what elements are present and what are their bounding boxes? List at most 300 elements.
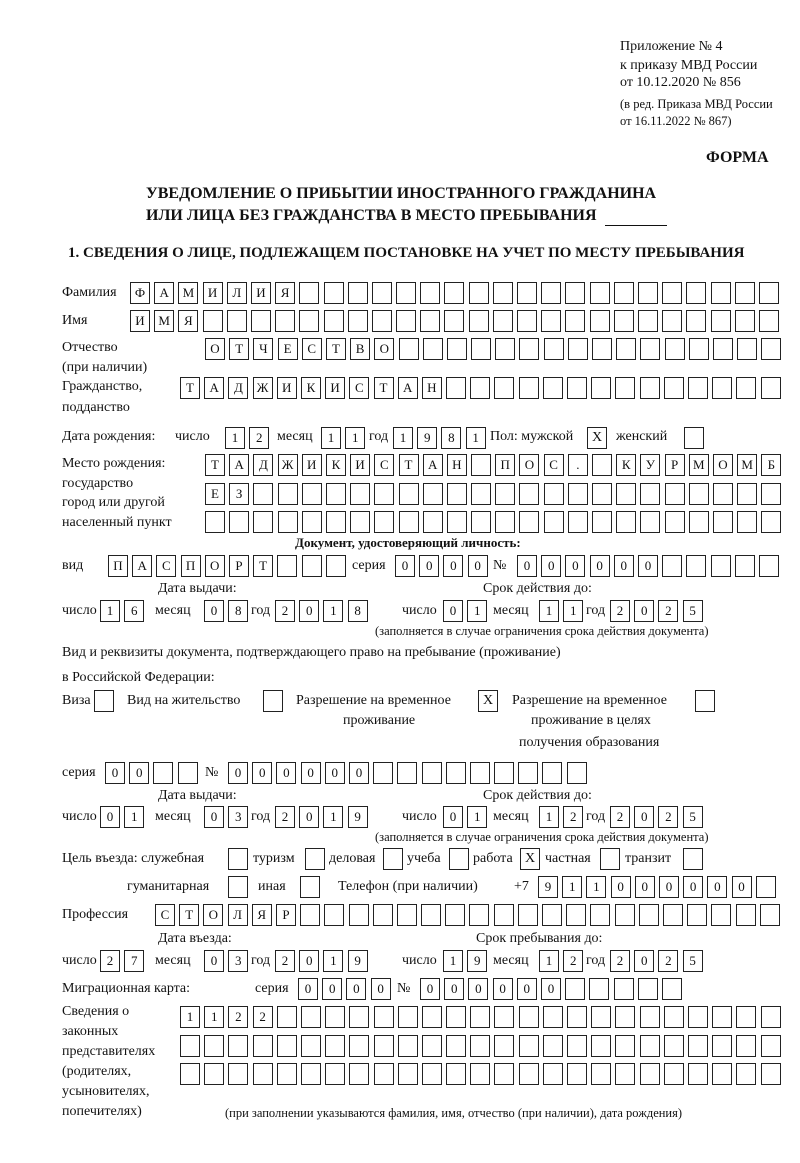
char-cell[interactable] [422, 1006, 442, 1028]
char-cell[interactable] [374, 1063, 394, 1085]
profession-field[interactable] [155, 904, 784, 926]
char-cell[interactable] [204, 1063, 224, 1085]
char-cell[interactable] [686, 310, 706, 332]
birth-day-field[interactable] [225, 427, 273, 449]
residence-permit-checkbox[interactable] [263, 690, 283, 712]
char-cell[interactable] [711, 904, 731, 926]
char-cell[interactable]: 0 [301, 762, 321, 784]
stay-series-field[interactable] [105, 762, 202, 784]
char-cell[interactable] [662, 310, 682, 332]
char-cell[interactable] [277, 555, 297, 577]
char-cell[interactable] [761, 338, 781, 360]
char-cell[interactable] [275, 310, 295, 332]
char-cell[interactable]: 2 [658, 950, 678, 972]
char-cell[interactable] [712, 1006, 732, 1028]
char-cell[interactable] [756, 876, 776, 898]
char-cell[interactable] [761, 483, 781, 505]
stay-year-field[interactable] [610, 950, 707, 972]
char-cell[interactable]: 0 [517, 978, 537, 1000]
char-cell[interactable]: 1 [586, 876, 606, 898]
citizenship-field[interactable] [180, 377, 785, 399]
char-cell[interactable] [590, 282, 610, 304]
char-cell[interactable] [153, 762, 173, 784]
char-cell[interactable] [399, 338, 419, 360]
char-cell[interactable] [205, 511, 225, 533]
char-cell[interactable] [542, 762, 562, 784]
char-cell[interactable]: Л [228, 904, 248, 926]
char-cell[interactable] [495, 483, 515, 505]
char-cell[interactable]: 0 [298, 978, 318, 1000]
char-cell[interactable] [688, 377, 708, 399]
char-cell[interactable] [253, 1063, 273, 1085]
char-cell[interactable] [278, 511, 298, 533]
char-cell[interactable] [592, 511, 612, 533]
char-cell[interactable] [299, 282, 319, 304]
char-cell[interactable] [664, 1063, 684, 1085]
char-cell[interactable] [640, 338, 660, 360]
char-cell[interactable]: 0 [204, 806, 224, 828]
stay-issue-day-field[interactable] [100, 806, 148, 828]
purpose-private-checkbox[interactable] [600, 848, 620, 870]
char-cell[interactable] [761, 1035, 781, 1057]
char-cell[interactable] [591, 1063, 611, 1085]
char-cell[interactable] [737, 511, 757, 533]
char-cell[interactable] [736, 377, 756, 399]
char-cell[interactable] [543, 1006, 563, 1028]
char-cell[interactable] [544, 483, 564, 505]
char-cell[interactable] [592, 454, 612, 476]
char-cell[interactable] [736, 1035, 756, 1057]
char-cell[interactable] [592, 483, 612, 505]
surname-field[interactable] [130, 282, 783, 304]
char-cell[interactable] [422, 1035, 442, 1057]
char-cell[interactable]: 1 [323, 806, 343, 828]
stay-number-field[interactable] [228, 762, 591, 784]
char-cell[interactable]: 2 [228, 1006, 248, 1028]
char-cell[interactable] [349, 1006, 369, 1028]
purpose-work-checkbox[interactable]: X [520, 848, 540, 870]
visa-checkbox[interactable] [94, 690, 114, 712]
char-cell[interactable] [517, 310, 537, 332]
char-cell[interactable]: 0 [683, 876, 703, 898]
char-cell[interactable] [447, 483, 467, 505]
char-cell[interactable] [350, 483, 370, 505]
id-doc-number-field[interactable] [517, 555, 783, 577]
char-cell[interactable]: И [302, 454, 322, 476]
char-cell[interactable]: 1 [323, 600, 343, 622]
char-cell[interactable]: О [374, 338, 394, 360]
char-cell[interactable]: 0 [659, 876, 679, 898]
char-cell[interactable] [761, 511, 781, 533]
char-cell[interactable] [494, 377, 514, 399]
char-cell[interactable] [737, 338, 757, 360]
char-cell[interactable] [662, 978, 682, 1000]
char-cell[interactable] [664, 377, 684, 399]
char-cell[interactable]: 2 [253, 1006, 273, 1028]
char-cell[interactable]: М [737, 454, 757, 476]
char-cell[interactable] [518, 904, 538, 926]
char-cell[interactable] [519, 483, 539, 505]
char-cell[interactable] [180, 1035, 200, 1057]
char-cell[interactable] [470, 377, 490, 399]
char-cell[interactable] [737, 483, 757, 505]
char-cell[interactable]: 5 [683, 600, 703, 622]
char-cell[interactable] [374, 483, 394, 505]
char-cell[interactable] [302, 555, 322, 577]
char-cell[interactable]: И [325, 377, 345, 399]
char-cell[interactable] [614, 282, 634, 304]
char-cell[interactable] [399, 483, 419, 505]
temp-residence-checkbox[interactable]: X [478, 690, 498, 712]
birth-year-field[interactable] [393, 427, 490, 449]
char-cell[interactable] [299, 310, 319, 332]
char-cell[interactable]: 0 [299, 806, 319, 828]
char-cell[interactable] [639, 904, 659, 926]
char-cell[interactable] [519, 377, 539, 399]
title-blank-line[interactable] [605, 209, 667, 226]
char-cell[interactable]: А [204, 377, 224, 399]
char-cell[interactable] [447, 511, 467, 533]
char-cell[interactable] [687, 904, 707, 926]
char-cell[interactable] [180, 1063, 200, 1085]
char-cell[interactable]: 1 [539, 806, 559, 828]
char-cell[interactable]: 0 [541, 978, 561, 1000]
id-issue-month-field[interactable] [204, 600, 252, 622]
char-cell[interactable]: М [178, 282, 198, 304]
char-cell[interactable] [662, 282, 682, 304]
char-cell[interactable]: 1 [225, 427, 245, 449]
char-cell[interactable]: 5 [683, 806, 703, 828]
char-cell[interactable]: Ч [253, 338, 273, 360]
char-cell[interactable]: 2 [563, 806, 583, 828]
char-cell[interactable] [519, 1006, 539, 1028]
char-cell[interactable] [423, 511, 443, 533]
char-cell[interactable] [349, 1063, 369, 1085]
char-cell[interactable] [494, 762, 514, 784]
char-cell[interactable] [712, 1063, 732, 1085]
char-cell[interactable]: 9 [538, 876, 558, 898]
char-cell[interactable]: 0 [276, 762, 296, 784]
char-cell[interactable]: И [203, 282, 223, 304]
char-cell[interactable]: К [301, 377, 321, 399]
purpose-humanitarian-checkbox[interactable] [228, 876, 248, 898]
char-cell[interactable] [640, 483, 660, 505]
char-cell[interactable] [712, 1035, 732, 1057]
char-cell[interactable]: Ж [278, 454, 298, 476]
char-cell[interactable]: 0 [565, 555, 585, 577]
char-cell[interactable]: А [398, 377, 418, 399]
char-cell[interactable] [736, 904, 756, 926]
char-cell[interactable]: 3 [228, 950, 248, 972]
stay-valid-year-field[interactable] [610, 806, 707, 828]
char-cell[interactable] [203, 310, 223, 332]
char-cell[interactable] [325, 1006, 345, 1028]
char-cell[interactable]: И [350, 454, 370, 476]
char-cell[interactable]: С [302, 338, 322, 360]
char-cell[interactable] [567, 1063, 587, 1085]
char-cell[interactable] [446, 1063, 466, 1085]
char-cell[interactable] [591, 1035, 611, 1057]
char-cell[interactable] [615, 904, 635, 926]
char-cell[interactable]: 0 [204, 600, 224, 622]
char-cell[interactable]: Я [178, 310, 198, 332]
char-cell[interactable]: 0 [325, 762, 345, 784]
char-cell[interactable] [664, 1035, 684, 1057]
char-cell[interactable] [324, 282, 344, 304]
char-cell[interactable] [544, 511, 564, 533]
id-valid-month-field[interactable] [539, 600, 587, 622]
char-cell[interactable]: 0 [228, 762, 248, 784]
birthplace-field-line2[interactable] [205, 483, 786, 505]
char-cell[interactable] [640, 1035, 660, 1057]
char-cell[interactable]: Р [665, 454, 685, 476]
char-cell[interactable] [686, 282, 706, 304]
representatives-field-line1[interactable] [180, 1006, 785, 1028]
id-valid-day-field[interactable] [443, 600, 491, 622]
char-cell[interactable] [397, 904, 417, 926]
char-cell[interactable] [519, 338, 539, 360]
entry-month-field[interactable] [204, 950, 252, 972]
char-cell[interactable] [350, 511, 370, 533]
char-cell[interactable]: 2 [658, 806, 678, 828]
entry-day-field[interactable] [100, 950, 148, 972]
char-cell[interactable] [518, 762, 538, 784]
char-cell[interactable] [614, 978, 634, 1000]
char-cell[interactable]: Т [180, 377, 200, 399]
char-cell[interactable]: 0 [371, 978, 391, 1000]
char-cell[interactable]: 0 [443, 555, 463, 577]
representatives-field-line3[interactable] [180, 1063, 785, 1085]
char-cell[interactable]: Т [205, 454, 225, 476]
char-cell[interactable] [568, 511, 588, 533]
char-cell[interactable] [422, 762, 442, 784]
char-cell[interactable] [592, 338, 612, 360]
char-cell[interactable] [494, 1035, 514, 1057]
char-cell[interactable]: 0 [638, 555, 658, 577]
char-cell[interactable] [638, 282, 658, 304]
char-cell[interactable] [470, 762, 490, 784]
char-cell[interactable]: 2 [658, 600, 678, 622]
char-cell[interactable] [759, 555, 779, 577]
char-cell[interactable] [324, 904, 344, 926]
char-cell[interactable] [590, 904, 610, 926]
sex-male-checkbox[interactable]: X [587, 427, 607, 449]
char-cell[interactable] [713, 511, 733, 533]
char-cell[interactable]: М [154, 310, 174, 332]
char-cell[interactable] [665, 483, 685, 505]
char-cell[interactable] [444, 282, 464, 304]
char-cell[interactable] [713, 338, 733, 360]
char-cell[interactable] [494, 1063, 514, 1085]
char-cell[interactable]: 0 [322, 978, 342, 1000]
char-cell[interactable]: 1 [323, 950, 343, 972]
char-cell[interactable]: 1 [124, 806, 144, 828]
char-cell[interactable] [519, 1035, 539, 1057]
char-cell[interactable] [638, 978, 658, 1000]
char-cell[interactable] [326, 511, 346, 533]
char-cell[interactable] [423, 338, 443, 360]
char-cell[interactable] [689, 483, 709, 505]
char-cell[interactable]: 9 [467, 950, 487, 972]
char-cell[interactable]: 0 [468, 978, 488, 1000]
char-cell[interactable] [759, 310, 779, 332]
char-cell[interactable] [277, 1035, 297, 1057]
char-cell[interactable] [373, 904, 393, 926]
char-cell[interactable] [761, 1006, 781, 1028]
char-cell[interactable] [711, 310, 731, 332]
char-cell[interactable]: И [251, 282, 271, 304]
char-cell[interactable] [396, 282, 416, 304]
char-cell[interactable]: 0 [395, 555, 415, 577]
char-cell[interactable] [493, 282, 513, 304]
char-cell[interactable] [493, 310, 513, 332]
char-cell[interactable] [325, 1063, 345, 1085]
char-cell[interactable] [469, 282, 489, 304]
char-cell[interactable] [759, 282, 779, 304]
char-cell[interactable]: 0 [541, 555, 561, 577]
char-cell[interactable]: П [108, 555, 128, 577]
char-cell[interactable]: 7 [124, 950, 144, 972]
char-cell[interactable]: 0 [517, 555, 537, 577]
char-cell[interactable] [543, 377, 563, 399]
char-cell[interactable] [567, 377, 587, 399]
char-cell[interactable] [445, 904, 465, 926]
char-cell[interactable]: С [544, 454, 564, 476]
char-cell[interactable]: Б [761, 454, 781, 476]
char-cell[interactable] [470, 1035, 490, 1057]
char-cell[interactable] [446, 1035, 466, 1057]
char-cell[interactable] [228, 1035, 248, 1057]
char-cell[interactable]: К [616, 454, 636, 476]
char-cell[interactable]: 0 [614, 555, 634, 577]
char-cell[interactable]: 0 [346, 978, 366, 1000]
birthplace-field-line1[interactable] [205, 454, 786, 476]
char-cell[interactable] [228, 1063, 248, 1085]
char-cell[interactable]: 0 [204, 950, 224, 972]
char-cell[interactable]: 1 [467, 600, 487, 622]
birth-month-field[interactable] [321, 427, 369, 449]
char-cell[interactable] [544, 338, 564, 360]
char-cell[interactable] [664, 1006, 684, 1028]
char-cell[interactable] [471, 338, 491, 360]
char-cell[interactable] [446, 762, 466, 784]
char-cell[interactable] [470, 1063, 490, 1085]
char-cell[interactable] [565, 282, 585, 304]
char-cell[interactable]: О [713, 454, 733, 476]
char-cell[interactable]: А [132, 555, 152, 577]
char-cell[interactable]: С [374, 454, 394, 476]
char-cell[interactable] [640, 377, 660, 399]
char-cell[interactable] [565, 978, 585, 1000]
char-cell[interactable]: Т [399, 454, 419, 476]
char-cell[interactable] [615, 1006, 635, 1028]
char-cell[interactable] [665, 338, 685, 360]
char-cell[interactable]: 0 [634, 600, 654, 622]
char-cell[interactable]: 9 [348, 950, 368, 972]
char-cell[interactable] [616, 483, 636, 505]
char-cell[interactable] [253, 1035, 273, 1057]
char-cell[interactable] [325, 1035, 345, 1057]
char-cell[interactable] [735, 555, 755, 577]
char-cell[interactable]: 2 [563, 950, 583, 972]
char-cell[interactable]: Т [374, 377, 394, 399]
char-cell[interactable] [372, 282, 392, 304]
char-cell[interactable]: 0 [443, 600, 463, 622]
char-cell[interactable] [421, 904, 441, 926]
char-cell[interactable] [663, 904, 683, 926]
char-cell[interactable]: Ж [253, 377, 273, 399]
edu-residence-checkbox[interactable] [695, 690, 715, 712]
char-cell[interactable]: 2 [275, 806, 295, 828]
char-cell[interactable]: 5 [683, 950, 703, 972]
char-cell[interactable] [204, 1035, 224, 1057]
char-cell[interactable]: Н [422, 377, 442, 399]
char-cell[interactable]: 0 [105, 762, 125, 784]
char-cell[interactable]: 1 [345, 427, 365, 449]
char-cell[interactable]: С [155, 904, 175, 926]
char-cell[interactable] [615, 1063, 635, 1085]
char-cell[interactable]: 0 [299, 950, 319, 972]
char-cell[interactable] [615, 1035, 635, 1057]
char-cell[interactable] [712, 377, 732, 399]
char-cell[interactable]: Е [205, 483, 225, 505]
purpose-transit-checkbox[interactable] [683, 848, 703, 870]
purpose-business-checkbox[interactable] [383, 848, 403, 870]
id-doc-type-field[interactable] [108, 555, 350, 577]
char-cell[interactable]: С [156, 555, 176, 577]
stay-issue-year-field[interactable] [275, 806, 372, 828]
char-cell[interactable]: 0 [100, 806, 120, 828]
sex-female-checkbox[interactable] [684, 427, 704, 449]
char-cell[interactable] [689, 511, 709, 533]
char-cell[interactable]: 1 [539, 950, 559, 972]
char-cell[interactable]: 1 [466, 427, 486, 449]
char-cell[interactable] [565, 310, 585, 332]
char-cell[interactable] [372, 310, 392, 332]
char-cell[interactable]: 1 [393, 427, 413, 449]
char-cell[interactable]: 0 [707, 876, 727, 898]
char-cell[interactable]: О [519, 454, 539, 476]
char-cell[interactable] [301, 1063, 321, 1085]
representatives-field-line2[interactable] [180, 1035, 785, 1057]
char-cell[interactable] [253, 483, 273, 505]
stay-valid-day-field[interactable] [443, 806, 491, 828]
char-cell[interactable] [469, 310, 489, 332]
char-cell[interactable]: М [689, 454, 709, 476]
char-cell[interactable] [591, 1006, 611, 1028]
char-cell[interactable] [541, 310, 561, 332]
char-cell[interactable] [760, 904, 780, 926]
char-cell[interactable] [326, 483, 346, 505]
char-cell[interactable]: Н [447, 454, 467, 476]
char-cell[interactable]: В [350, 338, 370, 360]
char-cell[interactable] [711, 282, 731, 304]
char-cell[interactable] [398, 1063, 418, 1085]
id-doc-series-field[interactable] [395, 555, 492, 577]
char-cell[interactable] [227, 310, 247, 332]
char-cell[interactable] [253, 511, 273, 533]
char-cell[interactable] [688, 1006, 708, 1028]
char-cell[interactable]: 0 [444, 978, 464, 1000]
char-cell[interactable]: 2 [610, 950, 630, 972]
char-cell[interactable] [736, 1063, 756, 1085]
purpose-other-checkbox[interactable] [300, 876, 320, 898]
char-cell[interactable] [373, 762, 393, 784]
purpose-service-checkbox[interactable] [228, 848, 248, 870]
char-cell[interactable]: 1 [539, 600, 559, 622]
migration-number-field[interactable] [420, 978, 686, 1000]
stay-month-field[interactable] [539, 950, 587, 972]
